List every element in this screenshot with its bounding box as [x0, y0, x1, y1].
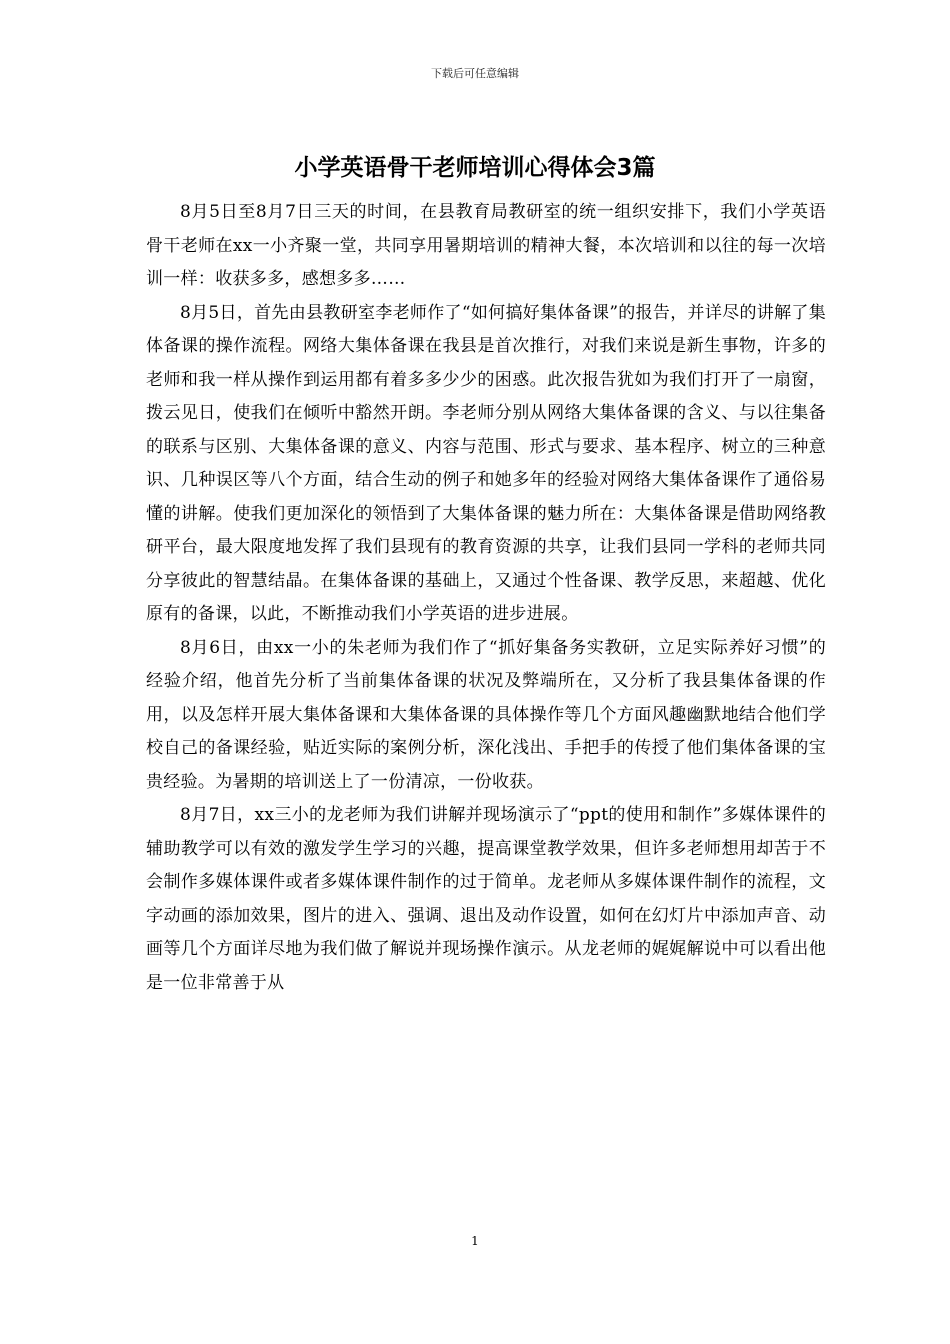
document-title: 小学英语骨干老师培训心得体会3篇	[294, 155, 656, 181]
paragraph-day3: 8月7日，xx三小的龙老师为我们讲解并现场演示了“ppt的使用和制作”多媒体课件的辅助教学可以有效的激发学生学习的兴趣，提高课堂教学效果，但许多老师想用却苦于不会制作多媒体课件或者多媒体课件制作的过于简单。龙老师从多媒体课件制作的流程，文字动画的添加效果，图片的进入、强调、退出及动作设置，如何在幻灯片中添加声音、动画等几个方面详尽地为我们做了解说并现场操作演示。从龙老师的娓娓解说中可以看出他是一位非常善于从	[146, 805, 826, 993]
document-body	[146, 196, 826, 1000]
page-header-note: 下载后可任意编辑	[431, 67, 519, 80]
paragraph-intro: 8月5日至8月7日三天的时间，在县教育局教研室的统一组织安排下，我们小学英语骨干老师在xx一小齐聚一堂，共同享用暑期培训的精神大餐，本次培训和以往的每一次培训一样：收获多多，感想多多……	[146, 202, 826, 289]
paragraph-day1: 8月5日，首先由县教研室李老师作了“如何搞好集体备课”的报告，并详尽的讲解了集体备课的操作流程。网络大集体备课在我县是首次推行，对我们来说是新生事物，许多的老师和我一样从操作到运用都有着多多少少的困惑。此次报告犹如为我们打开了一扇窗，拨云见日，使我们在倾听中豁然开朗。李老师分别从网络大集体备课的含义、与以往集备的联系与区别、大集体备课的意义、内容与范围、形式与要求、基本程序、树立的三种意识、几种误区等八个方面，结合生动的例子和她多年的经验对网络大集体备课作了通俗易懂的讲解。使我们更加深化的领悟到了大集体备课的魅力所在：大集体备课是借助网络教研平台，最大限度地发挥了我们县现有的教育资源的共享，让我们县同一学科的老师共同分享彼此的智慧结晶。在集体备课的基础上，又通过个性备课、教学反思，来超越、优化原有的备课，以此，不断推动我们小学英语的进步进展。	[146, 302, 826, 624]
paragraph-day2: 8月6日，由xx一小的朱老师为我们作了“抓好集备务实教研，立足实际养好习惯”的经验介绍，他首先分析了当前集体备课的状况及弊端所在，又分析了我县集体备课的作用，以及怎样开展大集体备课和大集体备课的具体操作等几个方面风趣幽默地结合他们学校自己的备课经验，贴近实际的案例分析，深化浅出、手把手的传授了他们集体备课的宝贵经验。为暑期的培训送上了一份清凉，一份收获。	[146, 637, 826, 792]
page-number: 1	[471, 1234, 479, 1248]
